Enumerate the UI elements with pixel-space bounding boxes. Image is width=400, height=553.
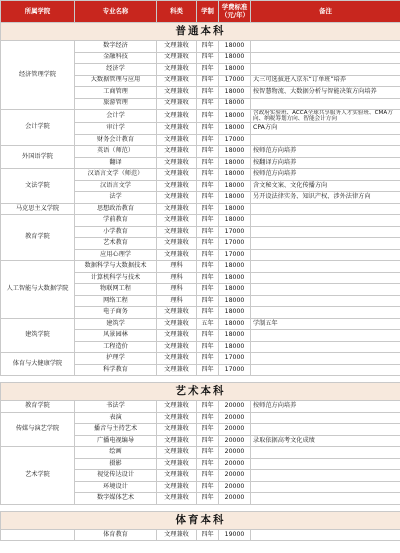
category-cell: 文理兼收: [157, 98, 197, 110]
major-cell: 数据科学与大数据技术: [75, 261, 157, 273]
header-college: 所属学院: [1, 1, 75, 23]
category-cell: 文理兼收: [157, 52, 197, 64]
duration-cell: 四年: [197, 98, 219, 110]
note-cell: [251, 412, 400, 424]
college-cell: 教育学院: [1, 215, 75, 261]
duration-cell: 四年: [197, 261, 219, 273]
table-row: [1, 261, 400, 273]
fee-cell: 18000: [219, 64, 251, 76]
note-cell: [251, 295, 400, 307]
note-cell: [251, 493, 400, 505]
college-cell: [1, 529, 75, 541]
fee-cell: 18000: [219, 157, 251, 169]
major-cell: 汉语言文学: [75, 180, 157, 192]
category-cell: 文理兼收: [157, 481, 197, 493]
fee-cell: 20000: [219, 447, 251, 459]
note-cell: [251, 424, 400, 436]
note-cell: 学制五年: [251, 318, 400, 330]
note-cell: 按师范方向培养: [251, 146, 400, 158]
section-title-row: [1, 383, 400, 401]
major-cell: 工商管理: [75, 87, 157, 99]
note-cell: [251, 529, 400, 541]
header-fee: 学费标准（元/年）: [219, 1, 251, 23]
note-cell: 按智慧物流、大数据分析与智能决策方向培养: [251, 87, 400, 99]
note-cell: [251, 284, 400, 296]
duration-cell: 四年: [197, 272, 219, 284]
fee-cell: 20000: [219, 401, 251, 413]
college-cell: 马克思主义学院: [1, 203, 75, 215]
fee-cell: 18000: [219, 41, 251, 53]
college-cell: 教育学院: [1, 401, 75, 413]
section-title: 普通本科: [1, 23, 400, 41]
fee-cell: 19000: [219, 529, 251, 541]
fee-cell: 18000: [219, 307, 251, 319]
fee-cell: 18000: [219, 52, 251, 64]
note-cell: [251, 203, 400, 215]
category-cell: 文理兼收: [157, 110, 197, 123]
fee-cell: 18000: [219, 341, 251, 353]
category-cell: 文理兼收: [157, 307, 197, 319]
fee-cell: 18000: [219, 330, 251, 342]
category-cell: 文理兼收: [157, 146, 197, 158]
major-cell: 英语（师范）: [75, 146, 157, 158]
note-cell: [251, 481, 400, 493]
note-cell: 另开设法律实务、知识产权、涉外法律方向: [251, 192, 400, 204]
section-title-row: [1, 511, 400, 529]
note-cell: [251, 447, 400, 459]
fee-cell: 18000: [219, 110, 251, 123]
section-spacer-cell: [1, 504, 400, 511]
note-cell: [251, 98, 400, 110]
fee-cell: 20000: [219, 470, 251, 482]
major-cell: 应用心理学: [75, 249, 157, 261]
fee-cell: 17000: [219, 364, 251, 376]
major-cell: 汉语言文学（师范）: [75, 169, 157, 181]
duration-cell: 四年: [197, 192, 219, 204]
major-cell: 播音与主持艺术: [75, 424, 157, 436]
category-cell: 文理兼收: [157, 238, 197, 250]
major-cell: 小学教育: [75, 226, 157, 238]
fee-cell: 17000: [219, 75, 251, 87]
fee-cell: 18000: [219, 98, 251, 110]
category-cell: 文理兼收: [157, 330, 197, 342]
major-cell: 物联网工程: [75, 284, 157, 296]
duration-cell: 四年: [197, 146, 219, 158]
note-cell: [251, 330, 400, 342]
major-cell: 护理学: [75, 353, 157, 365]
fee-cell: 18000: [219, 318, 251, 330]
major-cell: 表演: [75, 412, 157, 424]
note-cell: [251, 249, 400, 261]
table-row: [1, 146, 400, 158]
section-spacer-cell: [1, 376, 400, 383]
fee-cell: 18000: [219, 284, 251, 296]
major-cell: 网络工程: [75, 295, 157, 307]
note-cell: [251, 307, 400, 319]
major-cell: 视觉传达设计: [75, 470, 157, 482]
fee-cell: 17000: [219, 353, 251, 365]
major-cell: 书法学: [75, 401, 157, 413]
table-row: [1, 412, 400, 424]
college-cell: 人工智能与大数据学院: [1, 261, 75, 319]
duration-cell: 四年: [197, 75, 219, 87]
header-major: 专业名称: [75, 1, 157, 23]
category-cell: 文理兼收: [157, 203, 197, 215]
fee-cell: 18000: [219, 146, 251, 158]
major-cell: 翻译: [75, 157, 157, 169]
fee-cell: 17000: [219, 238, 251, 250]
category-cell: 文理兼收: [157, 87, 197, 99]
major-cell: 广播电视编导: [75, 435, 157, 447]
section-title: 艺术本科: [1, 383, 400, 401]
duration-cell: 四年: [197, 529, 219, 541]
fee-cell: 18000: [219, 87, 251, 99]
category-cell: 文理兼收: [157, 157, 197, 169]
major-cell: 数字媒体艺术: [75, 493, 157, 505]
duration-cell: 四年: [197, 52, 219, 64]
college-cell: 建筑学院: [1, 318, 75, 353]
table-row: [1, 41, 400, 53]
duration-cell: 四年: [197, 493, 219, 505]
section-spacer: [1, 376, 400, 383]
category-cell: 文理兼收: [157, 134, 197, 146]
note-cell: [251, 134, 400, 146]
category-cell: 文理兼收: [157, 169, 197, 181]
major-cell: 摄影: [75, 458, 157, 470]
fee-cell: 20000: [219, 493, 251, 505]
duration-cell: 四年: [197, 157, 219, 169]
duration-cell: 四年: [197, 123, 219, 135]
category-cell: 文理兼收: [157, 529, 197, 541]
category-cell: 文理兼收: [157, 447, 197, 459]
header-duration: 学制: [197, 1, 219, 23]
duration-cell: 四年: [197, 307, 219, 319]
category-cell: 文理兼收: [157, 180, 197, 192]
fee-cell: 20000: [219, 481, 251, 493]
college-cell: 文法学院: [1, 169, 75, 204]
note-cell: [251, 41, 400, 53]
category-cell: 文理兼收: [157, 41, 197, 53]
duration-cell: 四年: [197, 447, 219, 459]
category-cell: 文理兼收: [157, 192, 197, 204]
fee-cell: 18000: [219, 203, 251, 215]
section-spacer: [1, 504, 400, 511]
note-cell: [251, 52, 400, 64]
fee-cell: 17000: [219, 226, 251, 238]
major-cell: 思想政治教育: [75, 203, 157, 215]
major-cell: 科学教育: [75, 364, 157, 376]
major-cell: 旅游管理: [75, 98, 157, 110]
fee-cell: 20000: [219, 435, 251, 447]
table-row: [1, 169, 400, 181]
category-cell: 文理兼收: [157, 458, 197, 470]
note-cell: [251, 226, 400, 238]
major-cell: 绘画: [75, 447, 157, 459]
category-cell: 文理兼收: [157, 215, 197, 227]
table-body: [1, 23, 400, 541]
major-cell: 数字经济: [75, 41, 157, 53]
duration-cell: 四年: [197, 203, 219, 215]
major-cell: 金融科技: [75, 52, 157, 64]
fee-cell: 18000: [219, 123, 251, 135]
fee-cell: 18000: [219, 272, 251, 284]
major-cell: 经济学: [75, 64, 157, 76]
duration-cell: 四年: [197, 226, 219, 238]
college-cell: 体育与大健康学院: [1, 353, 75, 376]
table-row: [1, 401, 400, 413]
duration-cell: 四年: [197, 169, 219, 181]
category-cell: 理科: [157, 284, 197, 296]
college-cell: 艺术学院: [1, 447, 75, 505]
category-cell: 文理兼收: [157, 401, 197, 413]
college-cell: 经济管理学院: [1, 41, 75, 110]
note-cell: [251, 458, 400, 470]
fee-cell: 18000: [219, 295, 251, 307]
fee-cell: 18000: [219, 261, 251, 273]
major-cell: 环境设计: [75, 481, 157, 493]
major-cell: 艺术教育: [75, 238, 157, 250]
note-cell: 含文秘文案、文化传播方向: [251, 180, 400, 192]
table-row: [1, 203, 400, 215]
fee-cell: 18000: [219, 215, 251, 227]
major-cell: 计算机科学与技术: [75, 272, 157, 284]
major-cell: 审计学: [75, 123, 157, 135]
major-cell: 法学: [75, 192, 157, 204]
duration-cell: 四年: [197, 284, 219, 296]
fee-cell: 17000: [219, 134, 251, 146]
note-cell: [251, 64, 400, 76]
duration-cell: 四年: [197, 470, 219, 482]
category-cell: 文理兼收: [157, 75, 197, 87]
category-cell: 文理兼收: [157, 470, 197, 482]
note-cell: [251, 353, 400, 365]
duration-cell: 四年: [197, 458, 219, 470]
note-cell: [251, 341, 400, 353]
major-cell: 学前教育: [75, 215, 157, 227]
note-cell: 录取依据高考文化成绩: [251, 435, 400, 447]
duration-cell: 四年: [197, 401, 219, 413]
fee-cell: 17000: [219, 249, 251, 261]
note-cell: [251, 238, 400, 250]
duration-cell: 四年: [197, 249, 219, 261]
major-cell: 大数据管理与应用: [75, 75, 157, 87]
category-cell: 理科: [157, 272, 197, 284]
table-row: [1, 110, 400, 123]
category-cell: 理科: [157, 295, 197, 307]
duration-cell: 四年: [197, 180, 219, 192]
duration-cell: 四年: [197, 41, 219, 53]
section-title: 体育本科: [1, 511, 400, 529]
note-cell: [251, 261, 400, 273]
major-cell: 工程造价: [75, 341, 157, 353]
category-cell: 文理兼收: [157, 249, 197, 261]
table-row: [1, 353, 400, 365]
category-cell: 理科: [157, 261, 197, 273]
table-header: [1, 1, 400, 23]
section-title-row: [1, 23, 400, 41]
major-cell: 电子商务: [75, 307, 157, 319]
note-cell: [251, 364, 400, 376]
fee-cell: 18000: [219, 180, 251, 192]
note-cell: CPA方向: [251, 123, 400, 135]
duration-cell: 四年: [197, 134, 219, 146]
major-cell: 会计学: [75, 110, 157, 123]
category-cell: 文理兼收: [157, 493, 197, 505]
duration-cell: 四年: [197, 110, 219, 123]
category-cell: 文理兼收: [157, 318, 197, 330]
major-cell: 财务会计教育: [75, 134, 157, 146]
category-cell: 文理兼收: [157, 64, 197, 76]
note-cell: 大三可选拔进入京东“订单班”培养: [251, 75, 400, 87]
fee-cell: 20000: [219, 458, 251, 470]
duration-cell: 四年: [197, 341, 219, 353]
major-cell: 风景园林: [75, 330, 157, 342]
note-cell: [251, 272, 400, 284]
major-cell: 建筑学: [75, 318, 157, 330]
table-row: [1, 318, 400, 330]
duration-cell: 五年: [197, 318, 219, 330]
category-cell: 文理兼收: [157, 353, 197, 365]
category-cell: 文理兼收: [157, 435, 197, 447]
note-cell: [251, 215, 400, 227]
duration-cell: 四年: [197, 64, 219, 76]
category-cell: 文理兼收: [157, 226, 197, 238]
category-cell: 文理兼收: [157, 424, 197, 436]
duration-cell: 四年: [197, 215, 219, 227]
note-cell: 含政府实验班、ACCA全球共享服务人才实验班、CMA方向、纳税筹划方向、智能会计方向: [251, 110, 400, 123]
note-cell: 按师范方向培养: [251, 169, 400, 181]
duration-cell: 四年: [197, 435, 219, 447]
college-cell: 外国语学院: [1, 146, 75, 169]
category-cell: 文理兼收: [157, 364, 197, 376]
fee-cell: 18000: [219, 169, 251, 181]
duration-cell: 四年: [197, 424, 219, 436]
major-cell: 体育教育: [75, 529, 157, 541]
category-cell: 文理兼收: [157, 123, 197, 135]
duration-cell: 四年: [197, 330, 219, 342]
duration-cell: 四年: [197, 364, 219, 376]
duration-cell: 四年: [197, 238, 219, 250]
note-cell: 按翻译方向培养: [251, 157, 400, 169]
college-cell: 传媒与演艺学院: [1, 412, 75, 447]
table-row: [1, 529, 400, 541]
college-cell: 会计学院: [1, 110, 75, 146]
category-cell: 文理兼收: [157, 412, 197, 424]
fee-cell: 20000: [219, 424, 251, 436]
fee-cell: 18000: [219, 192, 251, 204]
fee-cell: 20000: [219, 412, 251, 424]
duration-cell: 四年: [197, 481, 219, 493]
table-row: [1, 215, 400, 227]
header-note: 备注: [251, 1, 400, 23]
duration-cell: 四年: [197, 295, 219, 307]
duration-cell: 四年: [197, 412, 219, 424]
note-cell: 按师范方向培养: [251, 401, 400, 413]
header-category: 科类: [157, 1, 197, 23]
note-cell: [251, 470, 400, 482]
duration-cell: 四年: [197, 87, 219, 99]
duration-cell: 四年: [197, 353, 219, 365]
category-cell: 文理兼收: [157, 341, 197, 353]
table-row: [1, 447, 400, 459]
